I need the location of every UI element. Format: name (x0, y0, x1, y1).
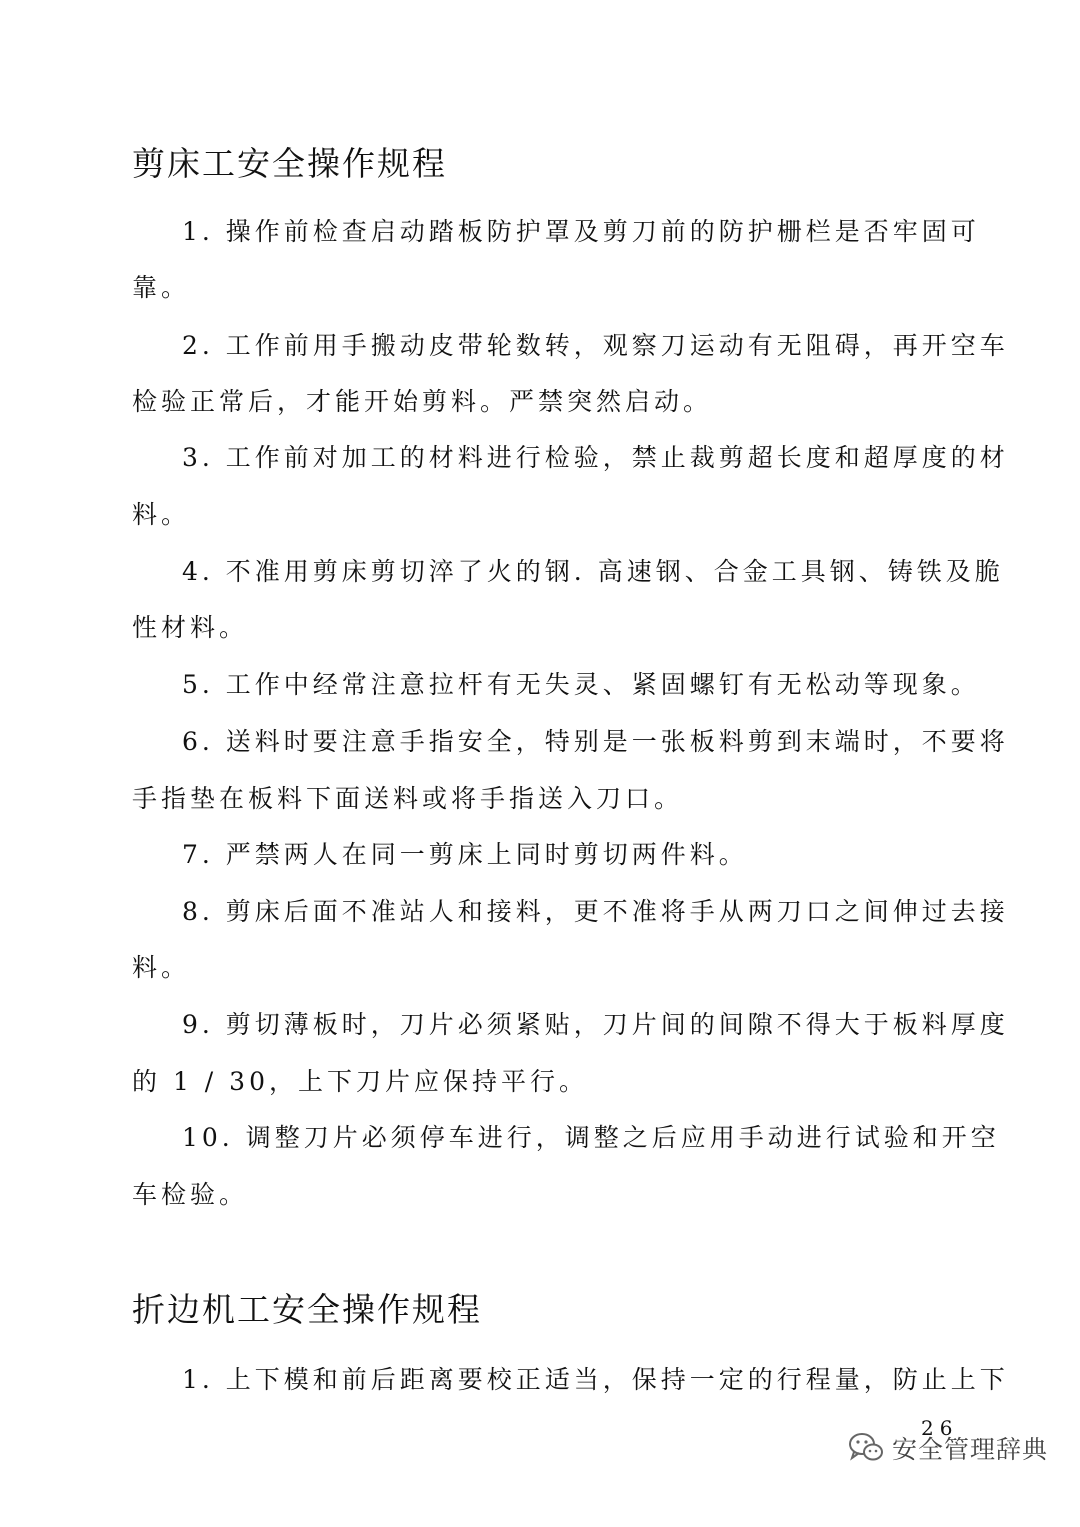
paragraph-line: 靠。 (132, 273, 191, 302)
paragraph-line: 料。 (132, 953, 191, 982)
paragraph-line: 5. 工作中经常注意拉杆有无失灵、紧固螺钉有无松动等现象。 (182, 670, 980, 699)
paragraph-line: 检验正常后，才能开始剪料。严禁突然启动。 (132, 387, 713, 416)
paragraph-line: 1. 操作前检查启动踏板防护罩及剪刀前的防护栅栏是否牢固可 (182, 217, 980, 246)
paragraph-line: 8. 剪床后面不准站人和接料，更不准将手从两刀口之间伸过去接 (182, 897, 1009, 926)
watermark-text: 安全管理辞典 (892, 1435, 1049, 1464)
section-title: 剪床工安全操作规程 (132, 144, 447, 183)
paragraph-line: 的 1 / 30，上下刀片应保持平行。 (132, 1067, 588, 1096)
paragraph-line: 10. 调整刀片必须停车进行，调整之后应用手动进行试验和开空 (182, 1123, 1000, 1152)
paragraph-line: 9. 剪切薄板时，刀片必须紧贴，刀片间的间隙不得大于板料厚度 (182, 1010, 1009, 1039)
paragraph-line: 2. 工作前用手搬动皮带轮数转，观察刀运动有无阻碍，再开空车 (182, 331, 1009, 360)
paragraph-line: 料。 (132, 500, 191, 529)
wechat-icon (848, 1432, 884, 1464)
watermark (848, 1428, 1048, 1468)
paragraph-line: 6. 送料时要注意手指安全，特别是一张板料剪到末端时，不要将 (182, 727, 1009, 756)
paragraph-line: 4. 不准用剪床剪切淬了火的钢. 高速钢、合金工具钢、铸铁及脆 (182, 557, 1004, 586)
section-title: 折边机工安全操作规程 (132, 1290, 482, 1329)
paragraph-line: 3. 工作前对加工的材料进行检验，禁止裁剪超长度和超厚度的材 (182, 443, 1009, 472)
page-number: 26 (921, 1416, 959, 1440)
paragraph-line: 性材料。 (132, 613, 249, 642)
paragraph-line: 7. 严禁两人在同一剪床上同时剪切两件料。 (182, 840, 748, 869)
paragraph-line: 车检验。 (132, 1180, 249, 1209)
paragraph-line: 1. 上下模和前后距离要校正适当，保持一定的行程量，防止上下 (182, 1365, 1009, 1394)
paragraph-line: 手指垫在板料下面送料或将手指送入刀口。 (132, 784, 684, 813)
